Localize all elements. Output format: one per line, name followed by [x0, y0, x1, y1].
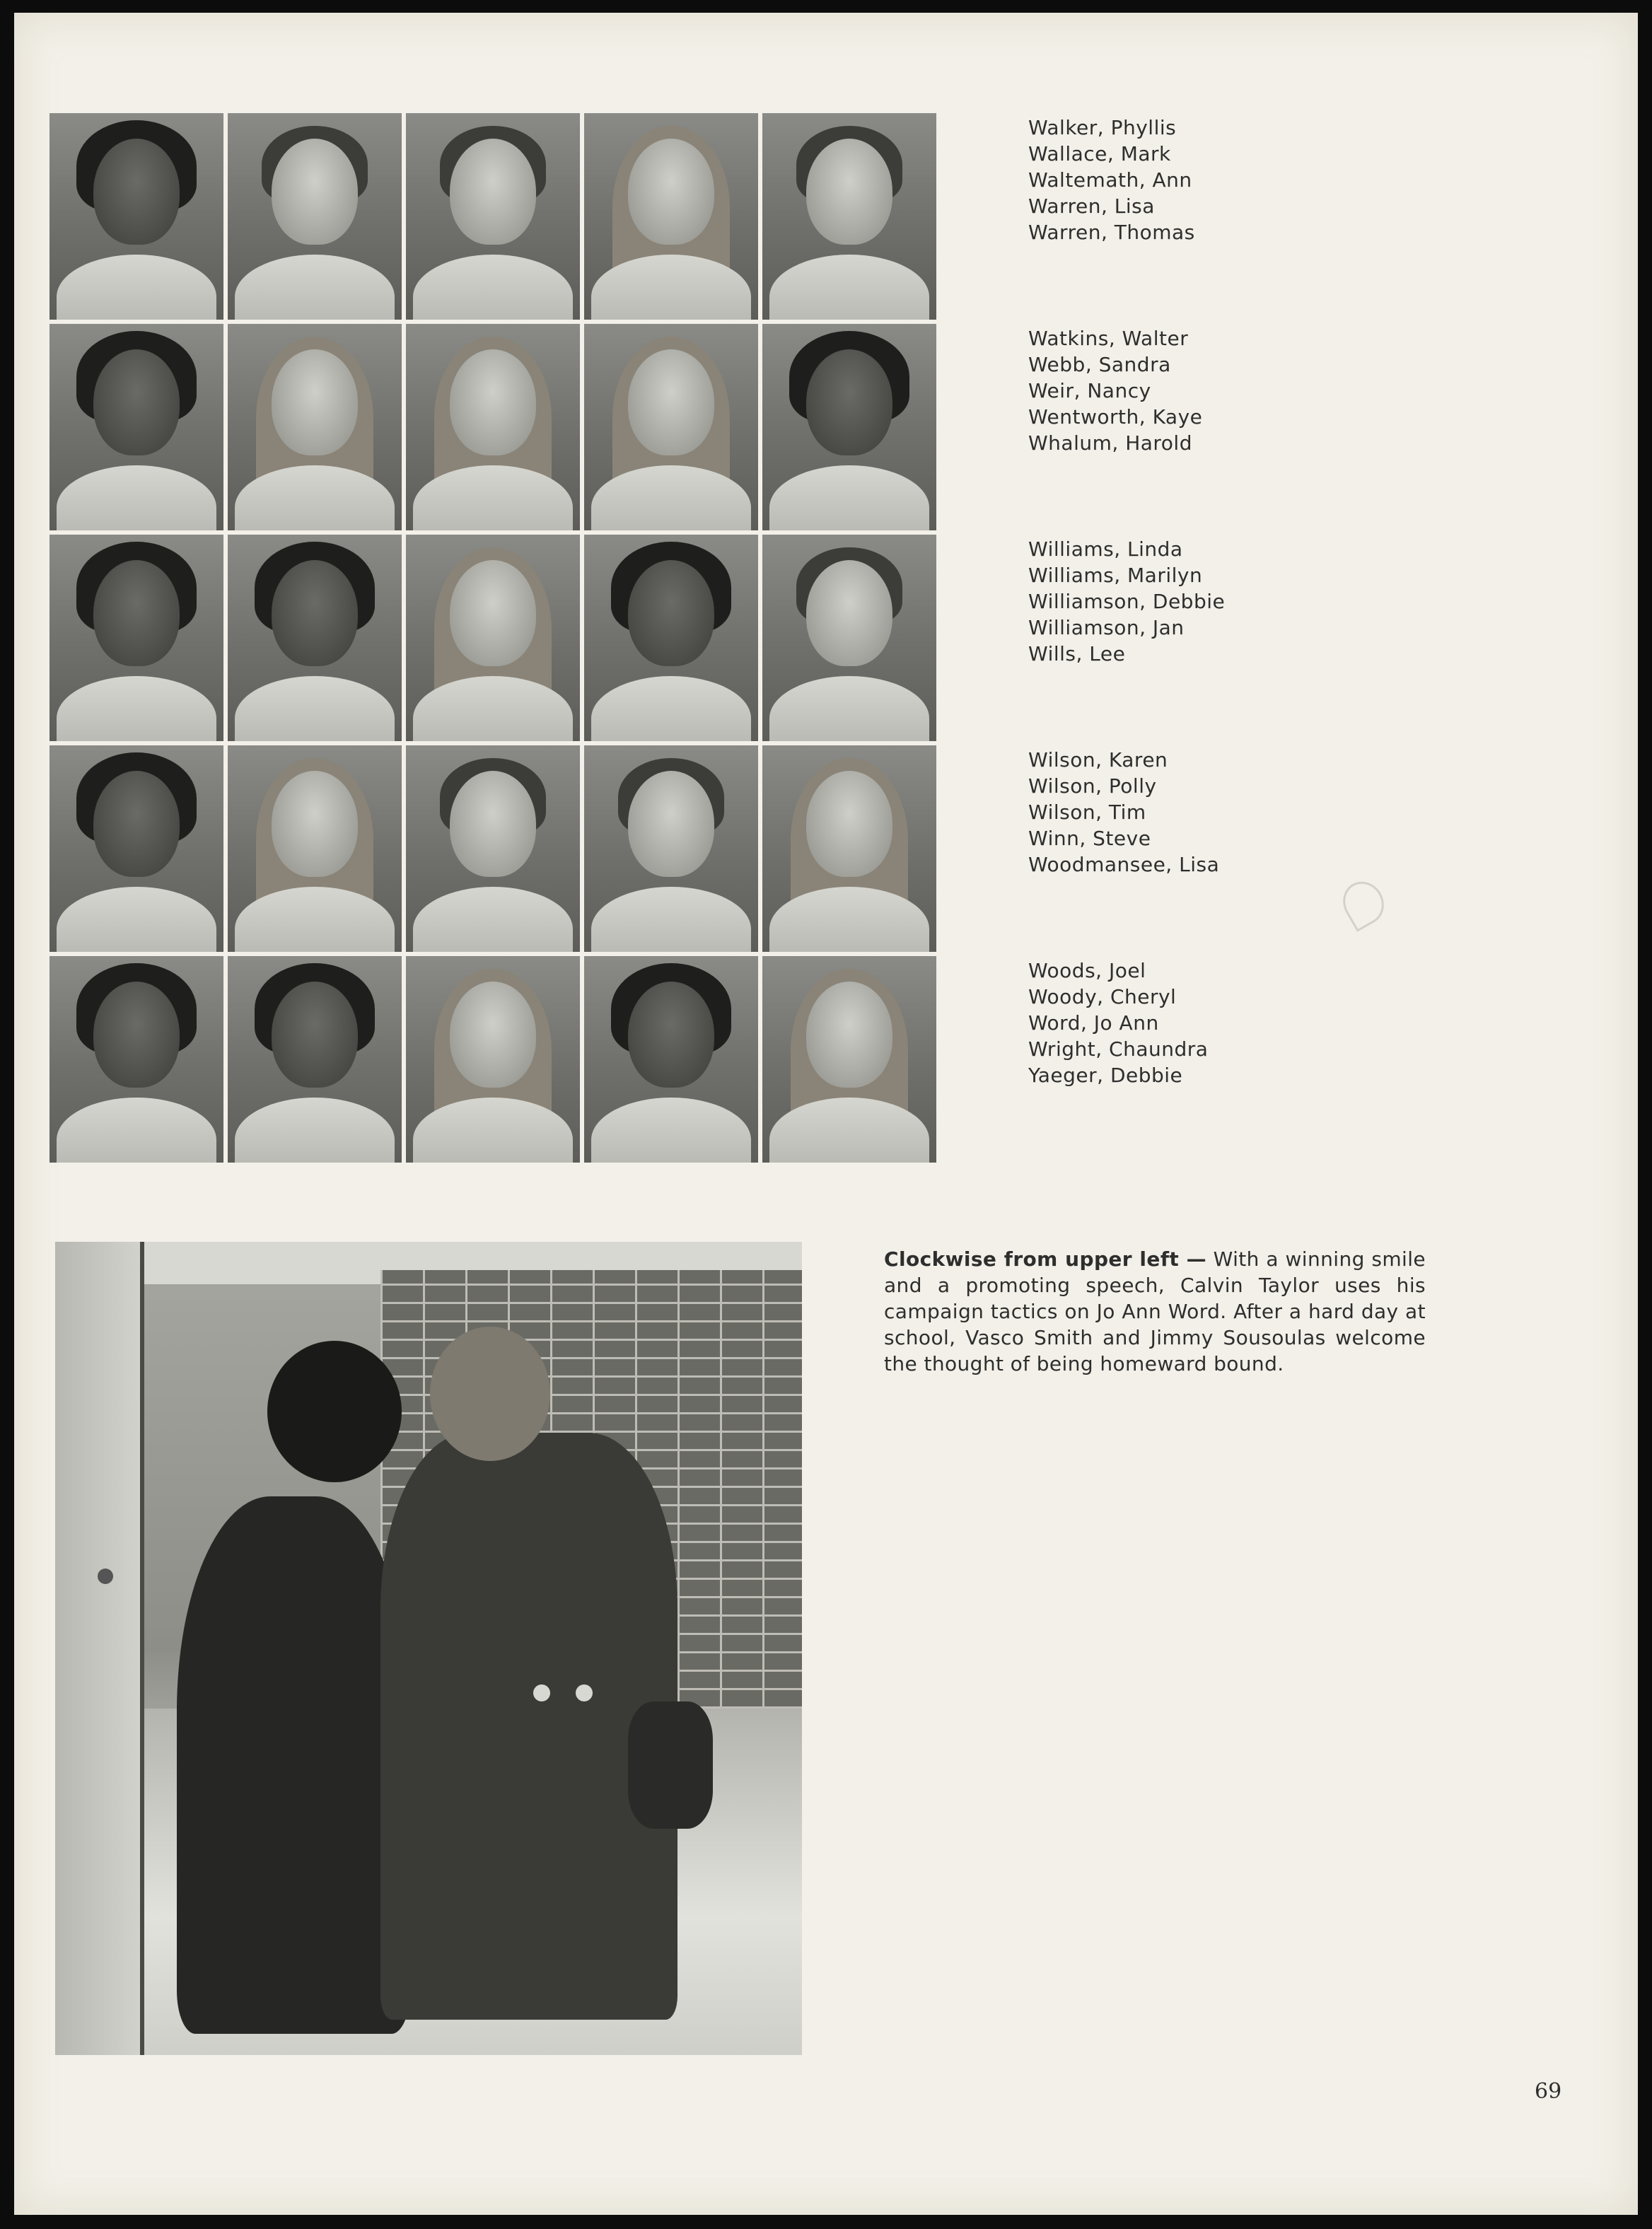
- student-name: Wilson, Polly: [1028, 774, 1157, 798]
- portrait-photo: [50, 113, 223, 320]
- portrait-row: [50, 113, 941, 320]
- student-name: Wilson, Tim: [1028, 801, 1146, 824]
- student-name: Whalum, Harold: [1028, 431, 1192, 455]
- student-name: Williamson, Debbie: [1028, 590, 1226, 613]
- portrait-photo: [50, 956, 223, 1163]
- portrait-photo: [762, 745, 936, 952]
- student-name: Williamson, Jan: [1028, 616, 1185, 639]
- portrait-row: [50, 745, 941, 952]
- portrait-photo: [406, 745, 580, 952]
- student-name: Weir, Nancy: [1028, 379, 1151, 402]
- caption-text: With a winning smile and a promoting speech, Calvin Taylor uses his campaign tactics on Jo Ann Word. After a hard day at school, Vasco Smith and Jimmy Sousoulas welcome the thought of being homeward bound.: [884, 1247, 1426, 1375]
- student-name: Woodmansee, Lisa: [1028, 853, 1220, 876]
- portrait-photo: [762, 956, 936, 1163]
- student-name: Woody, Cheryl: [1028, 985, 1177, 1008]
- portrait-photo: [406, 324, 580, 530]
- student-name: Yaeger, Debbie: [1028, 1064, 1183, 1087]
- name-list-row-3: [1028, 536, 1225, 667]
- student-name: Wentworth, Kaye: [1028, 405, 1203, 429]
- student-name: Wright, Chaundra: [1028, 1037, 1209, 1061]
- portrait-photo: [50, 535, 223, 741]
- name-list-row-4: [1028, 747, 1219, 878]
- portrait-photo: [228, 535, 402, 741]
- caption-lead: Clockwise from upper left —: [884, 1247, 1207, 1271]
- student-name: Wallace, Mark: [1028, 142, 1171, 165]
- student-name: Wills, Lee: [1028, 642, 1126, 665]
- student-name: Wilson, Karen: [1028, 748, 1168, 772]
- name-list-row-5: [1028, 958, 1208, 1088]
- portrait-photo: [406, 535, 580, 741]
- portrait-grid: [50, 113, 941, 1167]
- leaf-icon: [1335, 874, 1391, 932]
- photo-caption: [884, 1246, 1426, 1377]
- portrait-photo: [584, 956, 758, 1163]
- student-name: Watkins, Walter: [1028, 327, 1189, 350]
- portrait-photo: [584, 745, 758, 952]
- portrait-row: [50, 956, 941, 1163]
- name-list-row-2: [1028, 325, 1202, 456]
- portrait-photo: [228, 745, 402, 952]
- portrait-photo: [50, 745, 223, 952]
- portrait-photo: [228, 956, 402, 1163]
- yearbook-page: [14, 13, 1638, 2215]
- student-name: Word, Jo Ann: [1028, 1011, 1159, 1035]
- student-name: Webb, Sandra: [1028, 353, 1171, 376]
- portrait-photo: [762, 113, 936, 320]
- student-name: Winn, Steve: [1028, 827, 1151, 850]
- student-name: Warren, Thomas: [1028, 221, 1195, 244]
- student-name: Williams, Linda: [1028, 537, 1183, 561]
- student-name: Warren, Lisa: [1028, 194, 1155, 218]
- name-list-row-1: [1028, 115, 1195, 245]
- page-number: 69: [1535, 2079, 1562, 2104]
- portrait-photo: [762, 535, 936, 741]
- portrait-row: [50, 324, 941, 530]
- student-name: Williams, Marilyn: [1028, 564, 1203, 587]
- portrait-row: [50, 535, 941, 741]
- student-name: Waltemath, Ann: [1028, 168, 1192, 192]
- portrait-photo: [584, 324, 758, 530]
- student-name: Walker, Phyllis: [1028, 116, 1177, 139]
- portrait-photo: [584, 535, 758, 741]
- portrait-photo: [406, 113, 580, 320]
- portrait-photo: [406, 956, 580, 1163]
- portrait-photo: [50, 324, 223, 530]
- hallway-photo: [55, 1242, 802, 2055]
- portrait-photo: [762, 324, 936, 530]
- portrait-photo: [228, 113, 402, 320]
- student-name: Woods, Joel: [1028, 959, 1146, 982]
- portrait-photo: [228, 324, 402, 530]
- portrait-photo: [584, 113, 758, 320]
